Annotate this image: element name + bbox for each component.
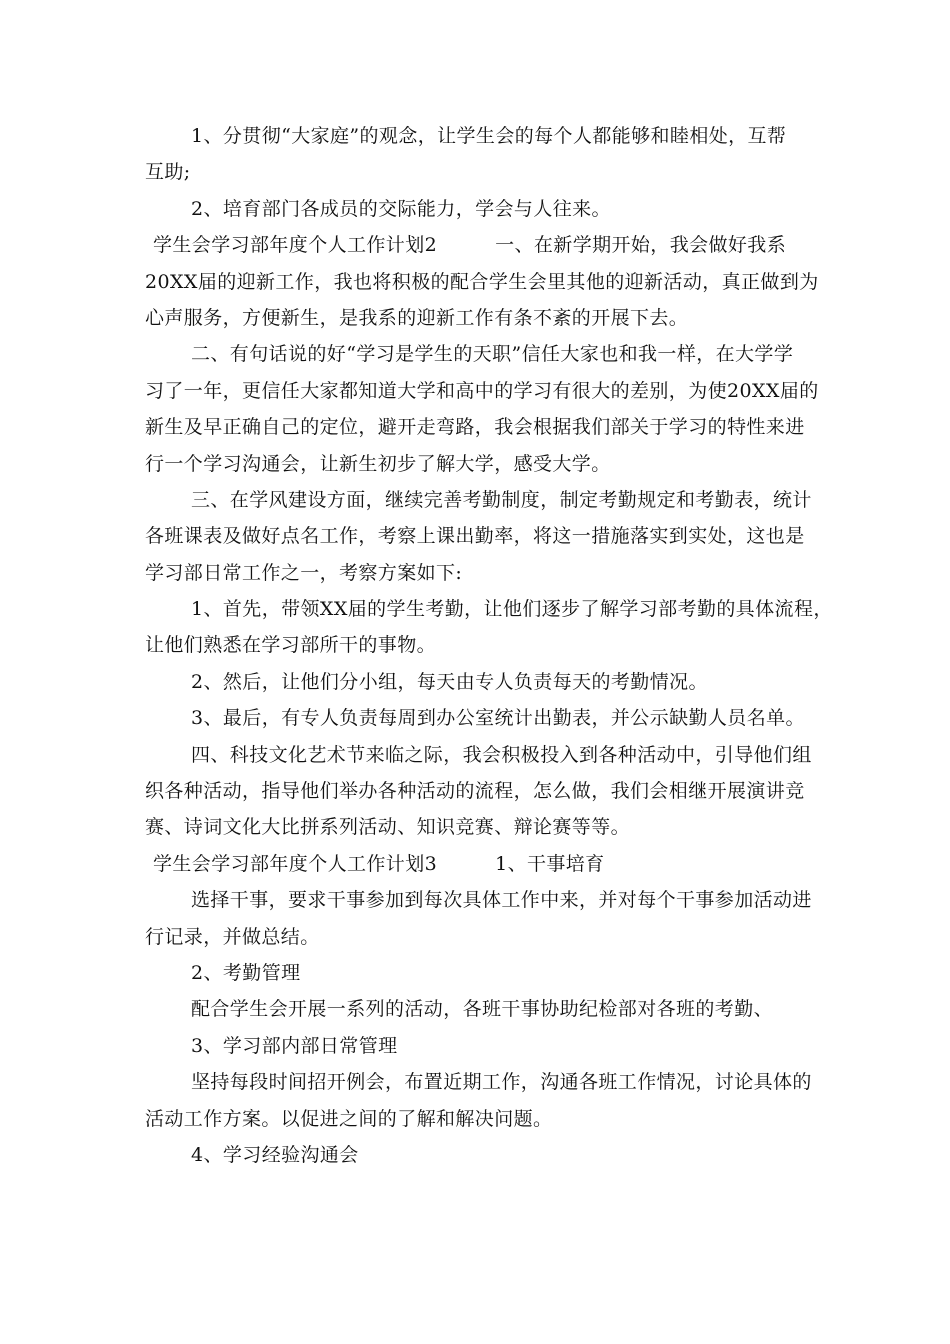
text-line [145,737,817,773]
paragraph-text: 20XX届的迎新工作，我也将积极的配合学生会里其他的迎新活动，真正做到为 [145,270,819,293]
paragraph-text: 1、干事培育 [495,852,605,875]
text-line [145,446,817,482]
paragraph-text: 让他们熟悉在学习部所干的事物。 [145,634,437,657]
paragraph-text: 3、最后，有专人负责每周到办公室统计出勤表，并公示缺勤人员名单。 [191,707,805,730]
paragraph-text: 活动工作方案。以促进之间的了解和解决问题。 [145,1107,553,1130]
paragraph-text: 1、分贯彻“大家庭”的观念，让学生会的每个人都能够和睦相处，互帮 [191,125,787,147]
section-heading-line [145,846,817,882]
paragraph-text: 选择干事，要求干事参加到每次具体工作中来，并对每个干事参加活动进 [191,889,812,912]
paragraph-text: 各班课表及做好点名工作，考察上课出勤率，将这一措施落实到实处，这也是 [145,525,805,548]
text-line [145,1028,817,1064]
section-heading-line [145,227,817,263]
section-heading: 学生会学习部年度个人工作计划2 [153,234,438,257]
document-body [145,118,833,1173]
text-line [145,1137,817,1173]
paragraph-text: 行一个学习沟通会，让新生初步了解大学，感受大学。 [145,452,611,475]
paragraph-text: 三、在学风建设方面，继续完善考勤制度，制定考勤规定和考勤表，统计 [191,488,812,511]
text-line [145,191,817,227]
text-line [145,773,817,809]
paragraph-text: 1、首先，带领XX届的学生考勤，让他们逐步了解学习部考勤的具体流程， [191,598,833,621]
text-line [145,409,817,445]
paragraph-text: 4、学习经验沟通会 [191,1143,359,1166]
text-line [145,1064,817,1100]
text-line [145,700,817,736]
text-line [145,809,817,845]
paragraph-text: 学习部日常工作之一，考察方案如下: [145,561,463,584]
text-line [145,955,817,991]
text-line [145,336,817,372]
text-line [145,154,817,190]
paragraph-text: 行记录，并做总结。 [145,925,320,948]
paragraph-text: 2、培育部门各成员的交际能力，学会与人往来。 [191,197,611,220]
paragraph-text: 织各种活动，指导他们举办各种活动的流程，怎么做，我们会相继开展演讲竞 [145,780,805,803]
text-line [145,555,817,591]
text-line [145,373,817,409]
paragraph-text: 配合学生会开展一系列的活动，各班干事协助纪检部对各班的考勤、 [191,998,774,1021]
text-line [145,518,817,554]
section-heading: 学生会学习部年度个人工作计划3 [153,852,438,875]
text-line [145,300,817,336]
paragraph-text: 习了一年，更信任大家都知道大学和高中的学习有很大的差别，为使20XX届的 [145,379,819,402]
paragraph-text: 互助; [145,161,191,184]
text-line [145,919,817,955]
text-line [145,482,817,518]
paragraph-text: 四、科技文化艺术节来临之际，我会积极投入到各种活动中，引导他们组 [191,743,812,766]
paragraph-text: 坚持每段时间招开例会，布置近期工作，沟通各班工作情况，讨论具体的 [191,1071,812,1094]
paragraph-text: 新生及早正确自己的定位，避开走弯路，我会根据我们部关于学习的特性来进 [145,416,805,439]
text-line [145,591,833,627]
paragraph-text: 二、有句话说的好“学习是学生的天职”信任大家也和我一样，在大学学 [191,343,794,366]
paragraph-text: 赛、诗词文化大比拼系列活动、知识竞赛、辩论赛等等。 [145,816,631,839]
text-line [145,627,817,663]
text-line [145,991,817,1027]
paragraph-text: 2、考勤管理 [191,961,301,984]
text-line [145,882,817,918]
paragraph-text: 心声服务，方便新生，是我系的迎新工作有条不紊的开展下去。 [145,306,689,329]
text-line [145,264,817,300]
paragraph-text: 3、学习部内部日常管理 [191,1034,398,1057]
paragraph-text: 一、在新学期开始，我会做好我系 [495,234,787,257]
paragraph-text: 2、然后，让他们分小组，每天由专人负责每天的考勤情况。 [191,670,708,693]
text-line [145,664,817,700]
text-line [145,1101,817,1137]
text-line [145,118,817,154]
